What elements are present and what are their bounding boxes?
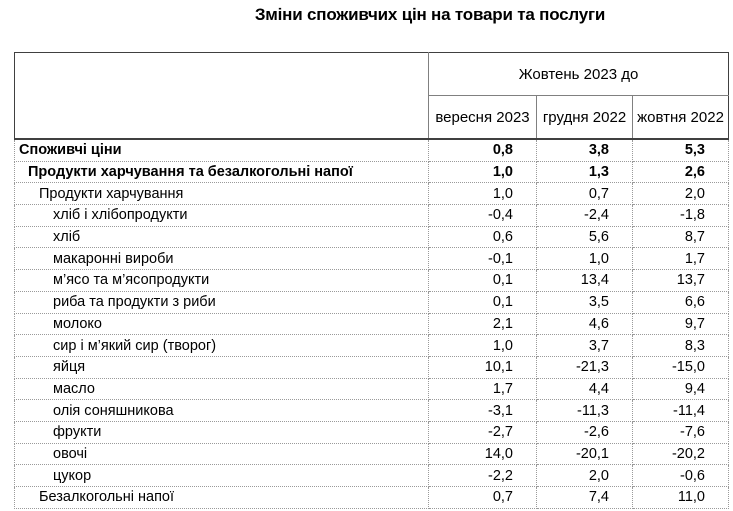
value-cell: 8,7 [633, 226, 729, 248]
row-label: макаронні вироби [15, 248, 429, 270]
value-cell: 1,0 [429, 161, 537, 183]
value-cell: 2,0 [537, 465, 633, 487]
value-cell: -20,1 [537, 443, 633, 465]
value-cell: 8,3 [633, 335, 729, 357]
row-label: молоко [15, 313, 429, 335]
value-cell: 14,0 [429, 443, 537, 465]
row-label: цукор [15, 465, 429, 487]
value-cell: 9,7 [633, 313, 729, 335]
table-row [15, 226, 729, 248]
table-row [15, 183, 729, 205]
table-row [15, 313, 729, 335]
value-cell: -11,4 [633, 400, 729, 422]
table-row [15, 378, 729, 400]
corner-cell [15, 53, 429, 140]
value-cell: 5,6 [537, 226, 633, 248]
value-cell: 0,7 [537, 183, 633, 205]
row-label: риба та продукти з риби [15, 291, 429, 313]
value-cell: -2,6 [537, 421, 633, 443]
row-label: Безалкогольні напої [15, 487, 429, 509]
value-cell: 5,3 [633, 139, 729, 161]
row-label: хліб і хлібопродукти [15, 205, 429, 227]
value-cell: 1,0 [429, 183, 537, 205]
column-header-september-2023: вересня 2023 [429, 96, 537, 140]
value-cell: 1,0 [429, 335, 537, 357]
row-label: Споживчі ціни [15, 139, 429, 161]
value-cell: -0,6 [633, 465, 729, 487]
value-cell: 4,4 [537, 378, 633, 400]
table-row [15, 335, 729, 357]
row-label: фрукти [15, 421, 429, 443]
table-row [15, 139, 729, 161]
row-label: хліб [15, 226, 429, 248]
value-cell: 1,0 [537, 248, 633, 270]
value-cell: 4,6 [537, 313, 633, 335]
value-cell: 3,8 [537, 139, 633, 161]
value-cell: -0,4 [429, 205, 537, 227]
value-cell: 13,7 [633, 270, 729, 292]
table-row [15, 205, 729, 227]
column-group-header: Жовтень 2023 до [429, 53, 729, 96]
value-cell: 0,1 [429, 270, 537, 292]
value-cell: -15,0 [633, 356, 729, 378]
value-cell: 0,7 [429, 487, 537, 509]
table-row [15, 421, 729, 443]
value-cell: 13,4 [537, 270, 633, 292]
value-cell: 2,0 [633, 183, 729, 205]
value-cell: 9,4 [633, 378, 729, 400]
value-cell: -1,8 [633, 205, 729, 227]
value-cell: 0,8 [429, 139, 537, 161]
value-cell: -3,1 [429, 400, 537, 422]
row-label: Продукти харчування [15, 183, 429, 205]
value-cell: 6,6 [633, 291, 729, 313]
column-header-december-2022: грудня 2022 [537, 96, 633, 140]
table-body [15, 139, 729, 508]
column-header-october-2022: жовтня 2022 [633, 96, 729, 140]
table-row [15, 161, 729, 183]
table-header [15, 53, 729, 140]
value-cell: 11,0 [633, 487, 729, 509]
value-cell: -2,4 [537, 205, 633, 227]
table-row [15, 356, 729, 378]
table-row [15, 465, 729, 487]
table-row [15, 487, 729, 509]
row-label: масло [15, 378, 429, 400]
value-cell: -7,6 [633, 421, 729, 443]
header-group-row [15, 53, 729, 96]
value-cell: 0,1 [429, 291, 537, 313]
value-cell: -11,3 [537, 400, 633, 422]
value-cell: 2,1 [429, 313, 537, 335]
value-cell: -2,2 [429, 465, 537, 487]
value-cell: -2,7 [429, 421, 537, 443]
row-label: Продукти харчування та безалкогольні напої [15, 161, 429, 183]
row-label: овочі [15, 443, 429, 465]
value-cell: 3,7 [537, 335, 633, 357]
row-label: сир і м’який сир (творог) [15, 335, 429, 357]
value-cell: -0,1 [429, 248, 537, 270]
table-row [15, 270, 729, 292]
value-cell: 10,1 [429, 356, 537, 378]
value-cell: -21,3 [537, 356, 633, 378]
value-cell: -20,2 [633, 443, 729, 465]
value-cell: 1,3 [537, 161, 633, 183]
value-cell: 3,5 [537, 291, 633, 313]
row-label: яйця [15, 356, 429, 378]
table-row [15, 248, 729, 270]
table-row [15, 400, 729, 422]
table-row [15, 443, 729, 465]
row-label: м’ясо та м’ясопродукти [15, 270, 429, 292]
value-cell: 2,6 [633, 161, 729, 183]
page-title: Зміни споживчих цін на товари та послуги [254, 5, 606, 24]
table-row [15, 291, 729, 313]
value-cell: 0,6 [429, 226, 537, 248]
value-cell: 7,4 [537, 487, 633, 509]
price-changes-table [14, 52, 729, 509]
row-label: олія соняшникова [15, 400, 429, 422]
value-cell: 1,7 [429, 378, 537, 400]
value-cell: 1,7 [633, 248, 729, 270]
